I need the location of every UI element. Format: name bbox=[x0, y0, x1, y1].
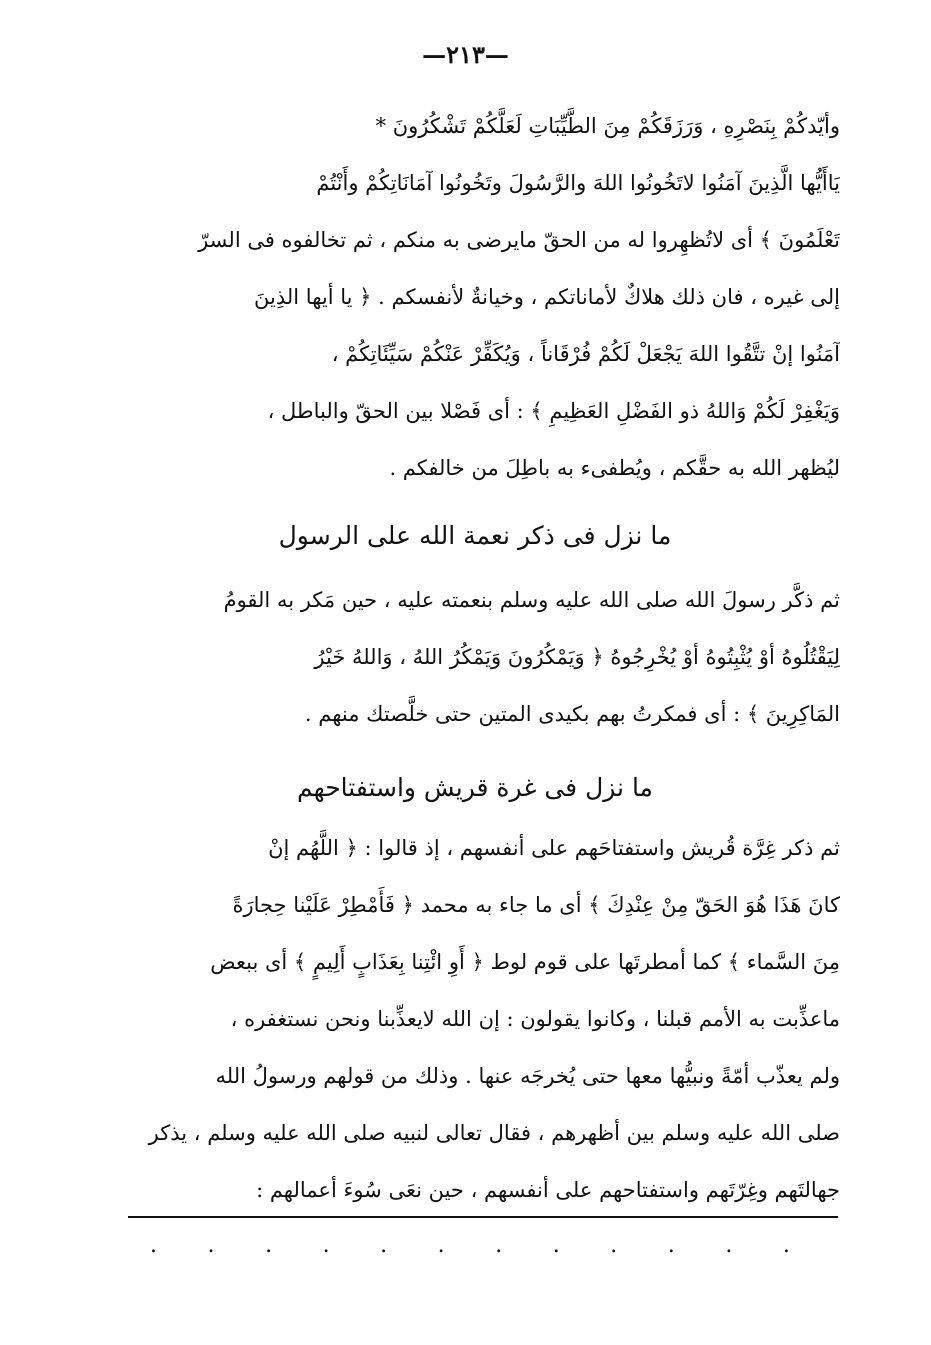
footer-dot: . bbox=[322, 1233, 330, 1258]
page-number: —٢١٣— bbox=[422, 40, 509, 69]
section-heading: ما نزل فى ذكر نعمة الله على الرسول bbox=[278, 521, 672, 550]
text-line: جهالتَهم وغِرّتَهم واستفتاحهم على أنفسهم ، حين نعَى سُوءَ أعمالهم : bbox=[256, 1178, 840, 1202]
footer-dot: . bbox=[782, 1233, 790, 1258]
text-line: يَاأَيُّها الَّذِينَ آمَنُوا لاتَخُونُوا اللهَ والرَّسُولَ وتَخُونُوا آمَانَاتِكُمْ وأَنْتُمْ bbox=[316, 171, 840, 195]
text-line: صلى الله عليه وسلم بين أظهرهم ، فقال تعالى لنبيه صلى الله عليه وسلم ، يذكر bbox=[148, 1121, 840, 1145]
footer-dot: . bbox=[150, 1233, 157, 1258]
text-line: ليُظهر الله به حقَّكم ، ويُطفىء به باطِلَ من خالفكم . bbox=[389, 456, 840, 480]
text-line: ولم يعذّب أمّةً ونبيُّها معها حتى يُخرجَه عنها . وذلك من قولهم ورسولُ الله bbox=[215, 1064, 840, 1088]
text-line: ثم ذكَّر رسولَ الله صلى الله عليه وسلم بنعمته عليه ، حين مَكر به القومُ bbox=[223, 588, 840, 612]
footer-dot: . bbox=[667, 1233, 675, 1258]
paragraph-3 bbox=[110, 820, 840, 1219]
paragraph-2 bbox=[110, 572, 840, 743]
footer-rule bbox=[128, 1216, 838, 1218]
text-line: المَاكِرِينَ ﴾ : أى فمكرتُ بهم بكيدى المتين حتى خلَّصتك منهم . bbox=[304, 702, 840, 726]
footer-dot: . bbox=[265, 1233, 273, 1258]
footer-dot: . bbox=[725, 1233, 733, 1258]
footer-dot: . bbox=[207, 1233, 215, 1258]
text-line: لِيَقْتُلُوهُ أوْ يُثْبِتُوهُ أوْ يُخْرِجُوهُ ﴿ وَيَمْكُرُونَ وَيَمْكُرُ اللهُ ، وَاللهُ خَيْرُ bbox=[314, 645, 840, 669]
text-line: تَعْلَمُونَ ﴾ أى لاتُظهِروا له من الحقّ مايرضى به منكم ، ثم تخالفوه فى السرّ bbox=[198, 228, 840, 252]
text-line: مِنَ السَّماء ﴾ كما أمطرتَها على قوم لوط ﴿ أَوِ ائْتِنا بِعَذَابٍ أَلِيمٍ ﴾ أى ببعض bbox=[210, 950, 840, 974]
text-line: كانَ هَذَا هُوَ الحَقّ مِنْ عِنْدِكَ ﴾ أى ما جاء به محمد ﴿ فَأَمْطِرْ عَلَيْنا حِجارَةً bbox=[232, 893, 840, 917]
section-heading: ما نزل فى غرة قريش واستفتاحهم bbox=[297, 773, 653, 802]
text-line: إلى غيره ، فان ذلك هلاكٌ لأماناتكم ، وخيانةٌ لأنفسكم . ﴿ يا أيها الذِينَ bbox=[254, 285, 840, 309]
text-line: ثم ذكر غِرَّة قُريش واستفتاحَهم على أنفسهم ، إذ قالوا : ﴿ اللَّهُم إنْ bbox=[268, 836, 840, 860]
text-line: ماعذِّبت به الأمم قبلنا ، وكانوا يقولون : إن الله لايعذِّبنا ونحن نستغفره ، bbox=[230, 1007, 840, 1031]
footer-dots bbox=[150, 1226, 790, 1266]
text-line: آمَنُوا إنْ تتَّقُوا اللهَ يَجْعَلْ لَكُمْ فُرْقَاناً ، وَيُكَفِّرْ عَنْكُمْ سَيِّئَاتِكُمْ ، bbox=[331, 342, 840, 366]
text-line: وَيَغْفِرْ لَكُمْ وَاللهُ ذو الفَضْلِ العَظِيمِ ﴾ : أى فَصْلا بين الحقّ والباطل ، bbox=[267, 399, 840, 423]
footer-dot: . bbox=[380, 1233, 388, 1258]
footer-dot: . bbox=[552, 1233, 560, 1258]
footer-dot: . bbox=[610, 1233, 618, 1258]
footer-dot: . bbox=[495, 1233, 503, 1258]
footer-dot: . bbox=[437, 1233, 445, 1258]
paragraph-1 bbox=[110, 98, 840, 497]
text-line: وأيّدكُمْ بِنَصْرِهِ ، وَرَزَقَكُمْ مِنَ الطَّيِّبَاتِ لَعَلَّكُمْ تَشْكُرُونَ * bbox=[375, 114, 840, 138]
